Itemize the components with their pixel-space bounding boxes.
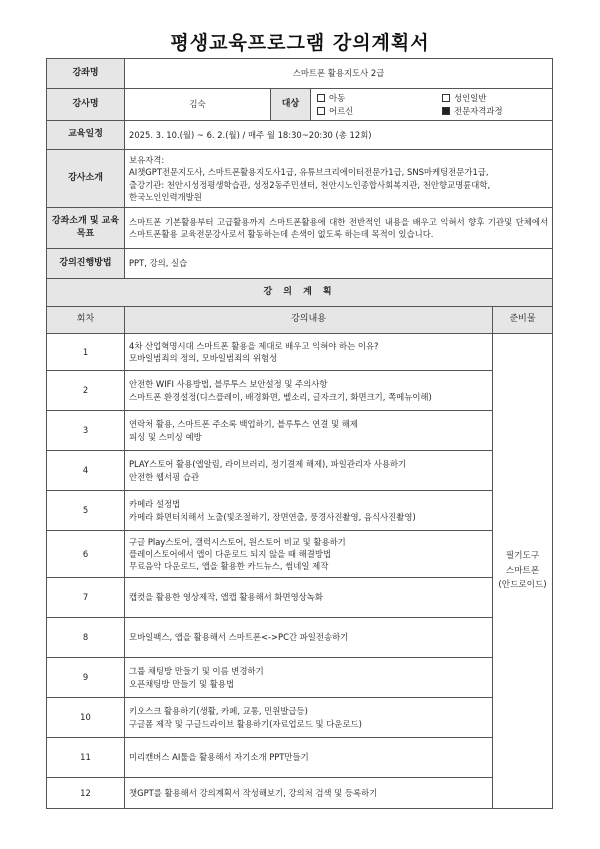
goal-label: 강좌소개 및 교육목표 <box>47 208 125 249</box>
plan-title: 강 의 계 획 <box>47 279 553 307</box>
session-line: 구글폼 제작 및 구글드라이브 활용하기(자료업로드 및 다운로드) <box>129 718 362 729</box>
checkbox-checked-icon <box>442 107 450 115</box>
session-line: 키오스크 활용하기(생활, 카페, 교통, 민원발급등) <box>129 706 308 717</box>
session-number: 11 <box>47 738 125 778</box>
course-label: 강좌명 <box>47 59 125 89</box>
session-content <box>125 334 493 371</box>
session-row <box>47 411 553 451</box>
goal-row <box>47 208 553 249</box>
session-line: 연락처 활용, 스마트폰 주소록 백업하기, 블루투스 연결 및 해제 <box>129 419 358 430</box>
session-row <box>47 334 553 371</box>
session-line: 챗GPT를 활용해서 강의계획서 작성해보기, 강의처 검색 및 등록하기 <box>129 787 378 798</box>
target-option-child[interactable]: 아동 <box>317 92 442 104</box>
session-number: 5 <box>47 491 125 531</box>
session-number: 7 <box>47 578 125 618</box>
intro-row <box>47 150 553 208</box>
session-number: 8 <box>47 618 125 658</box>
session-content <box>125 738 493 778</box>
session-row <box>47 371 553 411</box>
session-line: 피싱 및 스미싱 예방 <box>129 431 202 442</box>
target-options <box>311 89 553 121</box>
session-line: 무료음악 다운로드, 앱을 활용한 카드뉴스, 썸네일 제작 <box>129 561 329 572</box>
instructor-value: 김숙 <box>125 89 271 121</box>
session-row <box>47 738 553 778</box>
session-line: 오픈채팅방 만들기 및 활용법 <box>129 678 235 689</box>
session-row <box>47 491 553 531</box>
session-line: 모바일팩스, 앱을 활용해서 스마트폰<->PC간 파일전송하기 <box>129 632 349 643</box>
session-number: 4 <box>47 451 125 491</box>
schedule-label: 교육일정 <box>47 121 125 150</box>
intro-line: AI챗GPT전문지도사, 스마트폰활용지도사1급, 유튜브크리에이터전문가1급, SNS마케팅전문가1급, <box>129 167 489 178</box>
session-header: 회차 <box>47 307 125 334</box>
prep-item: (안드로이드) <box>498 580 547 591</box>
checkbox-icon <box>317 94 325 102</box>
session-line: 스마트폰 환경설정(디스플레이, 배경화면, 벨소리, 글자크기, 화면크기, 쪽메뉴이해) <box>129 391 432 402</box>
target-label: 대상 <box>271 89 311 121</box>
intro-label: 강사소개 <box>47 150 125 208</box>
session-line: 캡컷을 활용한 영상제작, 앱캡 활용해서 화면영상녹화 <box>129 592 323 603</box>
session-line: 미리캔버스 AI툴을 활용해서 자기소개 PPT만들기 <box>129 752 309 763</box>
session-line: 그룹 채팅방 만들기 및 이름 변경하기 <box>129 666 264 677</box>
target-option-senior[interactable]: 어르신 <box>317 105 442 117</box>
checkbox-icon <box>317 107 325 115</box>
session-content <box>125 778 493 809</box>
session-number: 9 <box>47 658 125 698</box>
session-line: 카메라 설정법 <box>129 499 181 510</box>
schedule-row <box>47 121 553 150</box>
session-row <box>47 578 553 618</box>
session-content <box>125 578 493 618</box>
intro-line: 한국노인인력개발원 <box>129 191 202 202</box>
session-content <box>125 618 493 658</box>
session-number: 1 <box>47 334 125 371</box>
prep-item: 필기도구 <box>505 551 540 562</box>
session-content <box>125 658 493 698</box>
intro-line: 보유자격: <box>129 155 165 166</box>
target-option-adult[interactable]: 성인일반 <box>442 92 503 104</box>
prep-item: 스마트폰 <box>505 565 540 576</box>
session-number: 2 <box>47 371 125 411</box>
intro-value <box>125 150 553 208</box>
session-content <box>125 491 493 531</box>
prep-header: 준비물 <box>493 307 553 334</box>
target-option-professional[interactable]: 전문자격과정 <box>442 105 503 117</box>
session-line: 안전한 웹서핑 습관 <box>129 471 200 482</box>
session-line: PLAY스토어 활용(앱알림, 라이브러리, 정기결제 해제), 파일관리자 사용하기 <box>129 459 407 470</box>
session-line: 구글 Play스토어, 갤럭시스토어, 원스토어 비교 및 활용하기 <box>129 536 346 547</box>
instructor-row <box>47 89 553 121</box>
session-line: 4차 산업혁명시대 스마트폰 활용을 제대로 배우고 익혀야 하는 이유? <box>129 340 379 351</box>
session-content <box>125 411 493 451</box>
content-header: 강의내용 <box>125 307 493 334</box>
schedule-value: 2025. 3. 10.(월) ~ 6. 2.(월) / 매주 월 18:30~20:30 (총 12회) <box>125 121 553 150</box>
session-row <box>47 531 553 578</box>
session-content <box>125 451 493 491</box>
session-number: 3 <box>47 411 125 451</box>
method-value: PPT, 강의, 실습 <box>125 249 553 279</box>
checkbox-icon <box>442 94 450 102</box>
session-number: 10 <box>47 698 125 738</box>
session-line: 안전한 WIFI 사용방법, 블루투스 보안설정 및 주의사항 <box>129 379 328 390</box>
course-value: 스마트폰 활용지도사 2급 <box>125 59 553 89</box>
plan-title-row <box>47 279 553 307</box>
session-number: 6 <box>47 531 125 578</box>
session-row <box>47 618 553 658</box>
session-content <box>125 371 493 411</box>
session-number: 12 <box>47 778 125 809</box>
method-label: 강의진행방법 <box>47 249 125 279</box>
lecture-plan-table <box>46 58 553 809</box>
page-title: 평생교육프로그램 강의계획서 <box>170 32 430 54</box>
session-row <box>47 658 553 698</box>
plan-header-row <box>47 307 553 334</box>
session-content <box>125 698 493 738</box>
intro-line: 출강기관: 천안시성정평생학습관, 성정2동주민센터, 천안시노인종합사회복지관, 천안향교명륜대학, <box>129 179 491 190</box>
session-line: 모바일범죄의 정의, 모바일범죄의 위험성 <box>129 353 278 363</box>
session-content <box>125 531 493 578</box>
session-row <box>47 698 553 738</box>
session-line: 카메라 화면터치해서 노출(빛조절하기, 장면연출, 풍경사진촬영, 음식사진촬영) <box>129 511 416 522</box>
prep-items <box>493 334 553 809</box>
session-line: 플레이스토어에서 앱이 다운로드 되지 않을 때 해결방법 <box>129 548 332 559</box>
session-row <box>47 451 553 491</box>
course-row <box>47 59 553 89</box>
session-row <box>47 778 553 809</box>
instructor-label: 강사명 <box>47 89 125 121</box>
method-row <box>47 249 553 279</box>
goal-value: 스마트폰 기본활용부터 고급활용까지 스마트폰활용에 대한 전반적인 내용을 배우고 익혀서 향후 기관및 단체에서 스마트폰활용 교육전문강사로서 활동하는데 손색이 없도록 하는데 목적이 있습니다. <box>125 208 553 249</box>
